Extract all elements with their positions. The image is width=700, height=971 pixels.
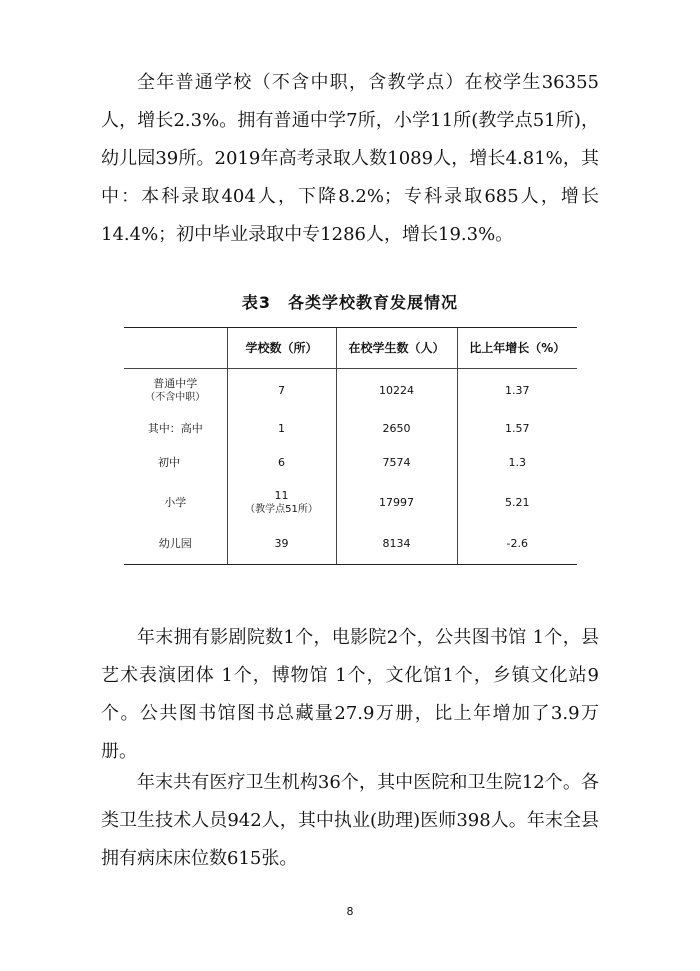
table-row xyxy=(124,369,577,413)
education-table xyxy=(124,327,577,565)
paragraph-health: 年末共有医疗卫生机构36个，其中医院和卫生院12个。各类卫生技术人员942人，其中执业(助理)医师398人。年末全县拥有病床床位数615张。 xyxy=(101,772,599,869)
table-caption: 表3 各类学校教育发展情况 xyxy=(241,293,459,312)
row-category: 其中：高中 xyxy=(147,421,203,435)
row-growth: 1.57 xyxy=(457,413,577,445)
header-category xyxy=(124,328,227,369)
row-students: 10224 xyxy=(336,369,457,413)
row-growth: -2.6 xyxy=(457,525,577,565)
row-students: 7574 xyxy=(336,445,457,481)
table-row xyxy=(124,481,577,525)
row-category xyxy=(124,369,227,413)
row-category: 幼儿园 xyxy=(124,525,227,565)
row-students: 2650 xyxy=(336,413,457,445)
header-students: 在校学生数（人） xyxy=(336,328,457,369)
row-schools: 6 xyxy=(227,445,336,481)
header-growth: 比上年增长（%） xyxy=(457,328,577,369)
category-note: （不含中职） xyxy=(145,391,206,403)
row-students: 17997 xyxy=(336,481,457,525)
row-category: 小学 xyxy=(164,495,187,509)
row-schools xyxy=(227,481,336,525)
row-students: 8134 xyxy=(336,525,457,565)
row-growth: 1.3 xyxy=(457,445,577,481)
table-header-row xyxy=(124,328,577,369)
schools-count: 11 xyxy=(274,488,289,502)
table-row xyxy=(124,525,577,565)
table-row xyxy=(124,413,577,445)
category-label: 普通中学 xyxy=(153,376,198,390)
paragraph-culture: 年末拥有影剧院数1个，电影院2个，公共图书馆 1个，县艺术表演团体 1个，博物馆 1个，文化馆1个，乡镇文化站9个。公共图书馆图书总藏量27.9万册，比上年增加了3.9万册。 xyxy=(101,627,599,762)
row-category: 初中 xyxy=(158,455,180,469)
row-schools: 1 xyxy=(227,413,336,445)
row-schools: 7 xyxy=(227,369,336,413)
schools-note: （教学点51所） xyxy=(245,503,318,515)
page-number: 8 xyxy=(346,905,354,918)
row-growth: 1.37 xyxy=(457,369,577,413)
paragraph-education: 全年普通学校（不含中职，含教学点）在校学生36355人，增长2.3%。拥有普通中学7所，小学11所(教学点51所)，幼儿园39所。2019年高考录取人数1089人，增长4.81%，其中：本科录取404人，下降8.2%；专科录取685人，增长14.4%；初中毕业录取中专1286人，增长19.3%。 xyxy=(101,72,599,245)
row-growth: 5.21 xyxy=(457,481,577,525)
row-schools: 39 xyxy=(227,525,336,565)
table-row xyxy=(124,445,577,481)
header-schools: 学校数（所） xyxy=(227,328,336,369)
